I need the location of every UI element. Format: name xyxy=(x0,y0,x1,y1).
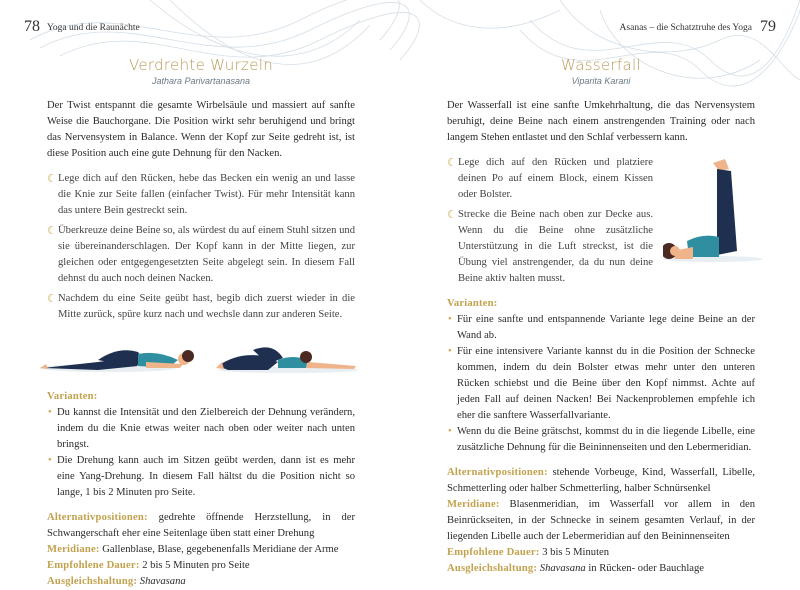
variant-item xyxy=(447,312,755,344)
alternatives-label: Alternativpositionen: xyxy=(47,512,148,523)
meridians xyxy=(447,497,755,545)
step-text: Nachdem du eine Seite geübt hast, begib dich zuerst wieder in die Mitte zurück, spüre kurz nach und wechsle dann zur anderen Seite. xyxy=(58,293,355,320)
variant-text: Für eine intensivere Variante kannst du in die Position der Schnecke kommen, indem du dein Bolster etwas mehr unter den unteren Rücken schiebst und die Beine über den Kopf nimmst. Achte auf jeden Fall auf deinen Nacken! Bei Nackenproblemen empfehle ich eher die sanftere Wasserfallvariante. xyxy=(457,346,755,421)
steps-list xyxy=(47,171,355,323)
intro-paragraph: Der Twist entspannt die gesamte Wirbelsäule und massiert auf sanfte Weise die Bauchorgane. Die Position wirkt sehr beruhigend und bringt das Nervensystem in Balance. Wenn der Kopf zur Seite gedreht ist, ist diese Position auch eine gute Dehnung für den Nacken. xyxy=(47,100,355,159)
meridians-text: Gallenblase, Blase, gegebenenfalls Meridiane der Arme xyxy=(99,544,339,555)
right-content-column xyxy=(447,56,755,577)
variants-section xyxy=(47,389,355,501)
alternatives xyxy=(47,510,355,542)
meridians-label: Meridiane: xyxy=(447,499,500,510)
variants-label: Varianten: xyxy=(47,391,98,402)
variant-item xyxy=(447,344,755,424)
step-item xyxy=(447,155,755,203)
pose-title: Verdrehte Wurzeln xyxy=(128,56,274,74)
dot-icon: • xyxy=(448,314,452,325)
dot-icon: • xyxy=(48,455,52,466)
right-page xyxy=(400,0,800,574)
variant-text: Die Drehung kann auch im Sitzen geübt werden, dann ist es mehr eine Yang-Drehung. In diesem Fall hältst du die Position nicht so lange, 1 bis 2 Minuten pro Seite. xyxy=(57,455,355,498)
crescent-moon-icon: ☾ xyxy=(47,293,57,305)
pose-subtitle: Jathara Parivartanasana xyxy=(151,76,251,86)
meridians-text: Blasenmeridian, im Wasserfall vor allem in den Beinrückseiten, in der Schnecke in seinem gesamten Verlauf, in der liegenden Libelle auch der Lebermeridian auf den Beininnenseiten xyxy=(447,499,755,542)
variants-label: Varianten: xyxy=(447,298,498,309)
twist-figure-2 xyxy=(216,347,358,373)
twist-figure-1 xyxy=(40,350,194,372)
crescent-moon-icon: ☾ xyxy=(47,225,57,237)
duration xyxy=(47,558,355,574)
left-page xyxy=(0,0,400,587)
intro-paragraph: Der Wasserfall ist eine sanfte Umkehrhaltung, die das Nervensystem beruhigt, deine Beine nach einem anstrengenden Training oder nach langem Stehen entlastet und den Schlaf verbessern kann. xyxy=(447,100,755,143)
crescent-moon-icon: ☾ xyxy=(447,209,457,221)
counterpose-label: Ausgleichshaltung: xyxy=(447,563,538,574)
variant-text: Wenn du die Beine grätschst, kommst du in die liegende Libelle, eine zusätzliche Dehnung für die Beininnenseiten und den Lebermeridian. xyxy=(457,426,755,453)
variant-item xyxy=(47,453,355,501)
duration xyxy=(447,545,755,561)
step-item xyxy=(47,223,355,287)
counterpose-pose: Shavasana xyxy=(137,576,186,587)
step-text: Strecke die Beine nach oben zur Decke aus. Wenn du die Beine ohne zusätzliche Unterstützung in die Luft streckst, ist die Übung viel anstrengender, da du nun deine Beine aktiv halten musst. xyxy=(458,209,653,284)
details-section xyxy=(447,465,755,577)
duration-label: Empfohlene Dauer: xyxy=(47,560,140,571)
step-text: Überkreuze deine Beine so, als würdest du auf einem Stuhl sitzen und sie übereinanderschlagen. Der Kopf kann in der Mitte liegen, zur gleichen oder entgegengesetzten Seite abgelegt sein. In diesem Fall dehnst du auch noch deinen Nacken. xyxy=(58,225,355,284)
step-item xyxy=(447,207,755,287)
counterpose-text: in Rücken- oder Bauchlage xyxy=(585,563,704,574)
variant-text: Du kannst die Intensität und den Zielbereich der Dehnung verändern, indem du die Knie etwas weiter nach oben oder weiter nach unten bringst. xyxy=(57,407,355,450)
crescent-moon-icon: ☾ xyxy=(47,173,57,185)
variant-item xyxy=(47,405,355,453)
step-text: Lege dich auf den Rücken und platziere deinen Po auf einem Block, einem Kissen oder Bolster. xyxy=(458,157,653,200)
pose-title: Wasserfall xyxy=(561,56,641,74)
variant-text: Für eine sanfte und entspannende Variante lege deine Beine an der Wand ab. xyxy=(457,314,755,341)
dot-icon: • xyxy=(448,426,452,437)
alternatives-text: gedrehte öffnende Herzstellung, in der Schwangerschaft eher eine Seitenlage üben statt einer Drehung xyxy=(47,512,355,539)
variant-item xyxy=(447,424,755,456)
dot-icon: • xyxy=(448,346,452,357)
running-head: Yoga und die Raunächte xyxy=(47,23,140,33)
crescent-moon-icon: ☾ xyxy=(447,157,457,169)
alternatives-label: Alternativpositionen: xyxy=(447,467,548,478)
counterpose xyxy=(47,574,355,590)
twist-pose-illustrations xyxy=(38,332,358,380)
duration-text: 3 bis 5 Minuten xyxy=(539,547,610,558)
steps-list xyxy=(447,155,755,287)
dot-icon: • xyxy=(48,407,52,418)
counterpose-pose: Shavasana xyxy=(537,563,586,574)
meridians-label: Meridiane: xyxy=(47,544,100,555)
duration-label: Empfohlene Dauer: xyxy=(447,547,540,558)
left-content-column xyxy=(47,56,355,590)
step-item xyxy=(47,171,355,219)
pose-subtitle: Viparita Karani xyxy=(571,76,631,86)
variants-section xyxy=(447,296,755,456)
page-number: 78 xyxy=(24,18,40,35)
alternatives-text: stehende Vorbeuge, Kind, Wasserfall, Libelle, Schmetterling oder halber Schmetterling, halber Schnürsenkel xyxy=(447,467,755,494)
running-head: Asanas – die Schatztruhe des Yoga xyxy=(619,23,752,33)
page-number: 79 xyxy=(760,18,776,35)
counterpose xyxy=(447,561,755,577)
duration-text: 2 bis 5 Minuten pro Seite xyxy=(139,560,250,571)
step-text: Lege dich auf den Rücken, hebe das Becken ein wenig an und lasse die Knie zur Seite fallen (einfacher Twist). Für mehr Intensität kann das untere Bein gestreckt sein. xyxy=(58,173,355,216)
details-section xyxy=(47,510,355,590)
meridians xyxy=(47,542,355,558)
counterpose-label: Ausgleichshaltung: xyxy=(47,576,138,587)
step-item xyxy=(47,291,355,323)
alternatives xyxy=(447,465,755,497)
